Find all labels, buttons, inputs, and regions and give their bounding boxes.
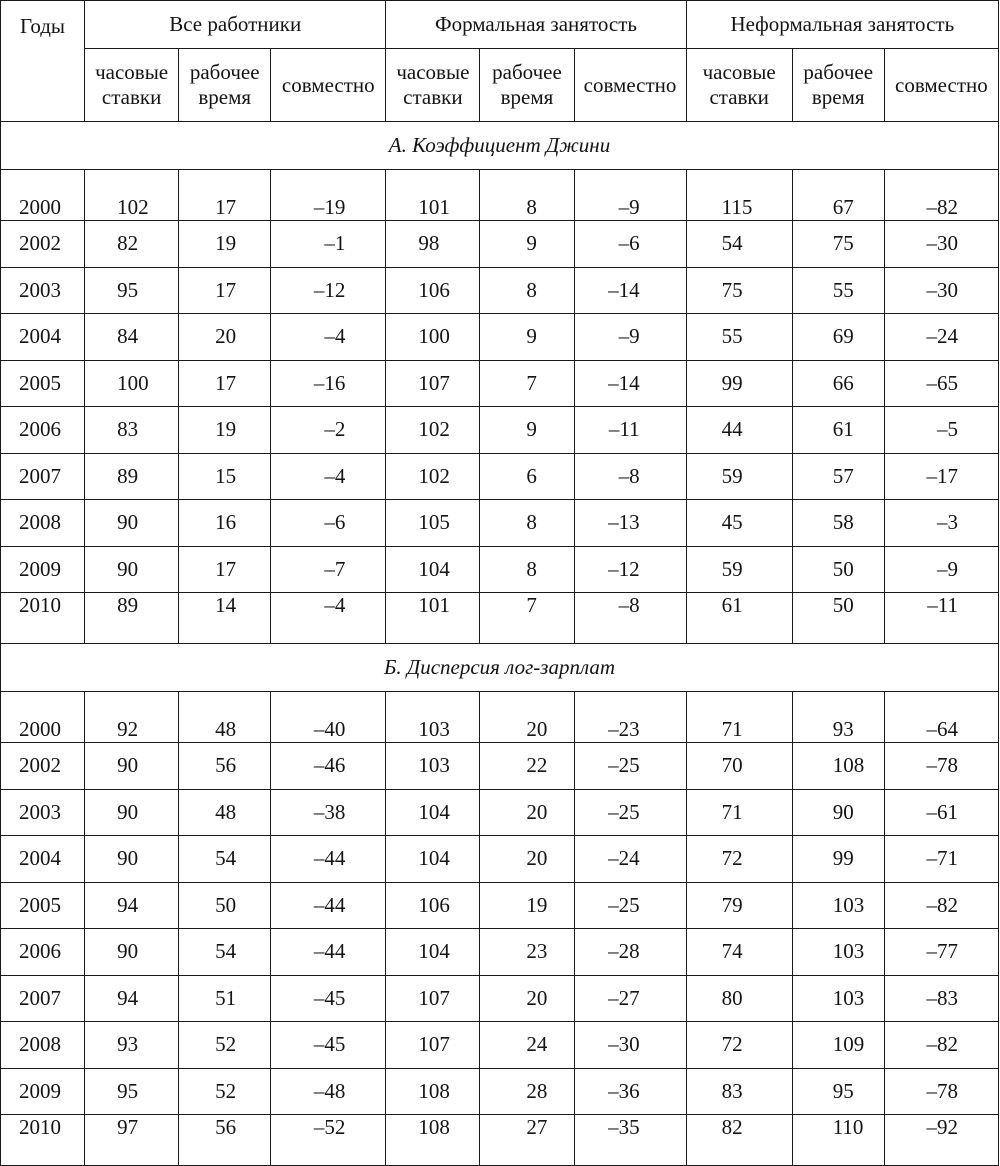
cell-all-joint: –19 (271, 170, 386, 221)
cell-all-hourly-rates: 97 (85, 1115, 179, 1166)
cell-informal-working-time: 66 (792, 360, 884, 407)
cell-informal-hourly-rates: 115 (686, 170, 792, 221)
cell-formal-hourly-rates: 105 (386, 500, 480, 547)
cell-formal-hourly-rates: 104 (386, 789, 480, 836)
cell-all-hourly-rates: 84 (85, 314, 179, 361)
cell-year: 2003 (1, 789, 85, 836)
cell-year: 2008 (1, 500, 85, 547)
cell-formal-working-time: 23 (480, 929, 574, 976)
cell-formal-hourly-rates: 108 (386, 1115, 480, 1166)
cell-formal-joint: –8 (574, 593, 686, 644)
cell-informal-joint: –83 (884, 975, 998, 1022)
cell-all-joint: –4 (271, 314, 386, 361)
cell-informal-joint: –30 (884, 221, 998, 268)
cell-all-hourly-rates: 94 (85, 882, 179, 929)
cell-formal-joint: –9 (574, 314, 686, 361)
cell-all-working-time: 52 (179, 1068, 271, 1115)
cell-formal-working-time: 20 (480, 975, 574, 1022)
table-row (1, 1115, 999, 1166)
cell-formal-hourly-rates: 103 (386, 692, 480, 743)
cell-all-hourly-rates: 82 (85, 221, 179, 268)
cell-formal-working-time: 28 (480, 1068, 574, 1115)
cell-formal-hourly-rates: 104 (386, 836, 480, 883)
table-row (1, 789, 999, 836)
cell-all-working-time: 14 (179, 593, 271, 644)
cell-all-working-time: 52 (179, 1022, 271, 1069)
cell-all-hourly-rates: 95 (85, 1068, 179, 1115)
cell-all-working-time: 17 (179, 360, 271, 407)
cell-all-joint: –12 (271, 267, 386, 314)
cell-informal-working-time: 57 (792, 453, 884, 500)
cell-formal-joint: –25 (574, 882, 686, 929)
cell-year: 2004 (1, 836, 85, 883)
cell-informal-hourly-rates: 83 (686, 1068, 792, 1115)
cell-formal-joint: –14 (574, 360, 686, 407)
cell-all-joint: –45 (271, 1022, 386, 1069)
cell-formal-working-time: 7 (480, 360, 574, 407)
subheader-hourly-rates: часовые ставки (85, 49, 179, 122)
cell-all-joint: –44 (271, 882, 386, 929)
table-row (1, 500, 999, 547)
cell-formal-working-time: 20 (480, 836, 574, 883)
cell-informal-hourly-rates: 61 (686, 593, 792, 644)
cell-informal-joint: –64 (884, 692, 998, 743)
table-row (1, 546, 999, 593)
cell-year: 2008 (1, 1022, 85, 1069)
cell-formal-working-time: 8 (480, 500, 574, 547)
cell-informal-joint: –92 (884, 1115, 998, 1166)
cell-all-joint: –7 (271, 546, 386, 593)
cell-formal-hourly-rates: 103 (386, 743, 480, 790)
cell-all-hourly-rates: 89 (85, 593, 179, 644)
cell-formal-hourly-rates: 101 (386, 170, 480, 221)
cell-formal-working-time: 8 (480, 546, 574, 593)
cell-formal-hourly-rates: 102 (386, 453, 480, 500)
cell-all-joint: –4 (271, 453, 386, 500)
table-row (1, 593, 999, 644)
cell-formal-working-time: 27 (480, 1115, 574, 1166)
cell-informal-joint: –11 (884, 593, 998, 644)
table-row (1, 1022, 999, 1069)
cell-informal-hourly-rates: 72 (686, 1022, 792, 1069)
cell-year: 2006 (1, 929, 85, 976)
cell-informal-working-time: 67 (792, 170, 884, 221)
cell-all-hourly-rates: 92 (85, 692, 179, 743)
section-b-header (1, 644, 999, 692)
table-row (1, 407, 999, 454)
cell-all-joint: –16 (271, 360, 386, 407)
section-b-rows (1, 692, 999, 1166)
cell-informal-hourly-rates: 99 (686, 360, 792, 407)
table-row (1, 975, 999, 1022)
cell-formal-hourly-rates: 100 (386, 314, 480, 361)
cell-informal-joint: –78 (884, 1068, 998, 1115)
cell-formal-working-time: 19 (480, 882, 574, 929)
cell-all-joint: –52 (271, 1115, 386, 1166)
cell-informal-hourly-rates: 55 (686, 314, 792, 361)
cell-formal-working-time: 20 (480, 789, 574, 836)
cell-formal-joint: –9 (574, 170, 686, 221)
cell-all-working-time: 54 (179, 836, 271, 883)
cell-all-working-time: 54 (179, 929, 271, 976)
cell-formal-hourly-rates: 108 (386, 1068, 480, 1115)
cell-all-working-time: 19 (179, 221, 271, 268)
cell-informal-joint: –82 (884, 1022, 998, 1069)
cell-formal-hourly-rates: 107 (386, 975, 480, 1022)
cell-formal-hourly-rates: 104 (386, 929, 480, 976)
cell-all-hourly-rates: 90 (85, 743, 179, 790)
cell-formal-joint: –14 (574, 267, 686, 314)
cell-formal-working-time: 8 (480, 170, 574, 221)
cell-formal-joint: –23 (574, 692, 686, 743)
years-header: Годы (1, 1, 85, 122)
cell-informal-joint: –24 (884, 314, 998, 361)
cell-all-joint: –40 (271, 692, 386, 743)
cell-formal-joint: –28 (574, 929, 686, 976)
table-row (1, 170, 999, 221)
cell-year: 2007 (1, 453, 85, 500)
cell-all-hourly-rates: 90 (85, 789, 179, 836)
cell-informal-hourly-rates: 45 (686, 500, 792, 547)
cell-informal-joint: –78 (884, 743, 998, 790)
cell-formal-working-time: 6 (480, 453, 574, 500)
cell-formal-hourly-rates: 106 (386, 882, 480, 929)
cell-all-joint: –1 (271, 221, 386, 268)
cell-informal-hourly-rates: 74 (686, 929, 792, 976)
cell-formal-hourly-rates: 107 (386, 1022, 480, 1069)
cell-all-working-time: 16 (179, 500, 271, 547)
cell-informal-joint: –61 (884, 789, 998, 836)
section-title: А. Коэффициент Джини (1, 122, 999, 170)
cell-informal-joint: –30 (884, 267, 998, 314)
cell-all-joint: –6 (271, 500, 386, 547)
cell-all-working-time: 19 (179, 407, 271, 454)
cell-formal-joint: –24 (574, 836, 686, 883)
cell-informal-working-time: 99 (792, 836, 884, 883)
cell-informal-hourly-rates: 82 (686, 1115, 792, 1166)
cell-all-working-time: 20 (179, 314, 271, 361)
cell-informal-hourly-rates: 59 (686, 546, 792, 593)
cell-informal-working-time: 103 (792, 929, 884, 976)
cell-informal-working-time: 109 (792, 1022, 884, 1069)
cell-informal-hourly-rates: 79 (686, 882, 792, 929)
cell-all-working-time: 17 (179, 267, 271, 314)
cell-all-joint: –44 (271, 929, 386, 976)
cell-all-working-time: 56 (179, 1115, 271, 1166)
cell-all-joint: –45 (271, 975, 386, 1022)
cell-all-working-time: 56 (179, 743, 271, 790)
cell-all-joint: –44 (271, 836, 386, 883)
cell-year: 2009 (1, 546, 85, 593)
cell-year: 2007 (1, 975, 85, 1022)
table-row (1, 267, 999, 314)
table-row (1, 692, 999, 743)
cell-informal-working-time: 50 (792, 593, 884, 644)
cell-all-hourly-rates: 90 (85, 929, 179, 976)
cell-year: 2010 (1, 1115, 85, 1166)
cell-informal-working-time: 58 (792, 500, 884, 547)
subheader-joint: совместно (884, 49, 998, 122)
cell-formal-working-time: 9 (480, 314, 574, 361)
subheader-joint: совместно (574, 49, 686, 122)
cell-year: 2002 (1, 221, 85, 268)
cell-informal-hourly-rates: 70 (686, 743, 792, 790)
subheader-working-time: рабочее время (480, 49, 574, 122)
section-a-header (1, 122, 999, 170)
cell-all-hourly-rates: 89 (85, 453, 179, 500)
cell-formal-working-time: 8 (480, 267, 574, 314)
cell-informal-hourly-rates: 44 (686, 407, 792, 454)
cell-year: 2006 (1, 407, 85, 454)
cell-all-working-time: 48 (179, 789, 271, 836)
cell-year: 2005 (1, 360, 85, 407)
cell-informal-joint: –17 (884, 453, 998, 500)
cell-all-working-time: 50 (179, 882, 271, 929)
cell-formal-working-time: 9 (480, 407, 574, 454)
cell-informal-working-time: 61 (792, 407, 884, 454)
cell-formal-joint: –36 (574, 1068, 686, 1115)
cell-informal-joint: –82 (884, 882, 998, 929)
table-row (1, 836, 999, 883)
cell-informal-hourly-rates: 72 (686, 836, 792, 883)
cell-informal-joint: –71 (884, 836, 998, 883)
cell-year: 2000 (1, 692, 85, 743)
cell-all-hourly-rates: 90 (85, 500, 179, 547)
cell-year: 2005 (1, 882, 85, 929)
cell-year: 2002 (1, 743, 85, 790)
subheader-working-time: рабочее время (792, 49, 884, 122)
cell-formal-working-time: 20 (480, 692, 574, 743)
cell-informal-working-time: 69 (792, 314, 884, 361)
cell-informal-hourly-rates: 71 (686, 789, 792, 836)
cell-informal-hourly-rates: 71 (686, 692, 792, 743)
cell-informal-working-time: 50 (792, 546, 884, 593)
cell-informal-working-time: 75 (792, 221, 884, 268)
cell-year: 2004 (1, 314, 85, 361)
cell-all-hourly-rates: 94 (85, 975, 179, 1022)
section-a-rows (1, 170, 999, 644)
cell-formal-joint: –25 (574, 743, 686, 790)
cell-informal-joint: –77 (884, 929, 998, 976)
cell-formal-joint: –35 (574, 1115, 686, 1166)
cell-formal-joint: –25 (574, 789, 686, 836)
cell-all-working-time: 51 (179, 975, 271, 1022)
cell-year: 2003 (1, 267, 85, 314)
cell-all-hourly-rates: 83 (85, 407, 179, 454)
table-row (1, 743, 999, 790)
cell-informal-working-time: 93 (792, 692, 884, 743)
cell-informal-joint: –9 (884, 546, 998, 593)
cell-all-hourly-rates: 90 (85, 546, 179, 593)
table-row (1, 1068, 999, 1115)
cell-informal-hourly-rates: 80 (686, 975, 792, 1022)
cell-formal-joint: –13 (574, 500, 686, 547)
cell-formal-hourly-rates: 101 (386, 593, 480, 644)
subheader-hourly-rates: часовые ставки (686, 49, 792, 122)
group-header-all-workers: Все работники (85, 1, 386, 49)
cell-informal-working-time: 95 (792, 1068, 884, 1115)
cell-all-hourly-rates: 102 (85, 170, 179, 221)
cell-informal-joint: –3 (884, 500, 998, 547)
cell-all-working-time: 48 (179, 692, 271, 743)
table-row (1, 882, 999, 929)
cell-formal-hourly-rates: 104 (386, 546, 480, 593)
cell-formal-working-time: 22 (480, 743, 574, 790)
cell-formal-joint: –11 (574, 407, 686, 454)
cell-all-hourly-rates: 93 (85, 1022, 179, 1069)
group-header-informal: Неформальная занятость (686, 1, 998, 49)
table-row (1, 929, 999, 976)
cell-all-joint: –38 (271, 789, 386, 836)
cell-informal-working-time: 110 (792, 1115, 884, 1166)
cell-formal-joint: –27 (574, 975, 686, 1022)
cell-all-joint: –48 (271, 1068, 386, 1115)
cell-formal-joint: –8 (574, 453, 686, 500)
cell-informal-joint: –82 (884, 170, 998, 221)
cell-formal-hourly-rates: 107 (386, 360, 480, 407)
cell-all-working-time: 17 (179, 546, 271, 593)
cell-formal-hourly-rates: 98 (386, 221, 480, 268)
table-row (1, 453, 999, 500)
cell-informal-working-time: 55 (792, 267, 884, 314)
cell-all-working-time: 17 (179, 170, 271, 221)
table-row (1, 314, 999, 361)
cell-formal-joint: –6 (574, 221, 686, 268)
cell-formal-hourly-rates: 102 (386, 407, 480, 454)
cell-all-working-time: 15 (179, 453, 271, 500)
cell-informal-working-time: 108 (792, 743, 884, 790)
cell-formal-working-time: 24 (480, 1022, 574, 1069)
subheader-joint: совместно (271, 49, 386, 122)
cell-formal-working-time: 7 (480, 593, 574, 644)
subheader-working-time: рабочее время (179, 49, 271, 122)
group-header-formal: Формальная занятость (386, 1, 686, 49)
cell-year: 2000 (1, 170, 85, 221)
cell-informal-working-time: 103 (792, 882, 884, 929)
cell-informal-hourly-rates: 59 (686, 453, 792, 500)
cell-informal-working-time: 90 (792, 789, 884, 836)
cell-formal-joint: –30 (574, 1022, 686, 1069)
cell-informal-working-time: 103 (792, 975, 884, 1022)
table-row (1, 221, 999, 268)
subheader-hourly-rates: часовые ставки (386, 49, 480, 122)
cell-informal-hourly-rates: 75 (686, 267, 792, 314)
cell-all-joint: –4 (271, 593, 386, 644)
section-title: Б. Дисперсия лог-зарплат (1, 644, 999, 692)
cell-all-hourly-rates: 90 (85, 836, 179, 883)
cell-informal-joint: –65 (884, 360, 998, 407)
cell-all-hourly-rates: 95 (85, 267, 179, 314)
cell-all-joint: –46 (271, 743, 386, 790)
cell-formal-joint: –12 (574, 546, 686, 593)
cell-formal-hourly-rates: 106 (386, 267, 480, 314)
cell-year: 2009 (1, 1068, 85, 1115)
table-row (1, 360, 999, 407)
cell-informal-hourly-rates: 54 (686, 221, 792, 268)
cell-informal-joint: –5 (884, 407, 998, 454)
cell-year: 2010 (1, 593, 85, 644)
cell-all-joint: –2 (271, 407, 386, 454)
cell-all-hourly-rates: 100 (85, 360, 179, 407)
cell-formal-working-time: 9 (480, 221, 574, 268)
